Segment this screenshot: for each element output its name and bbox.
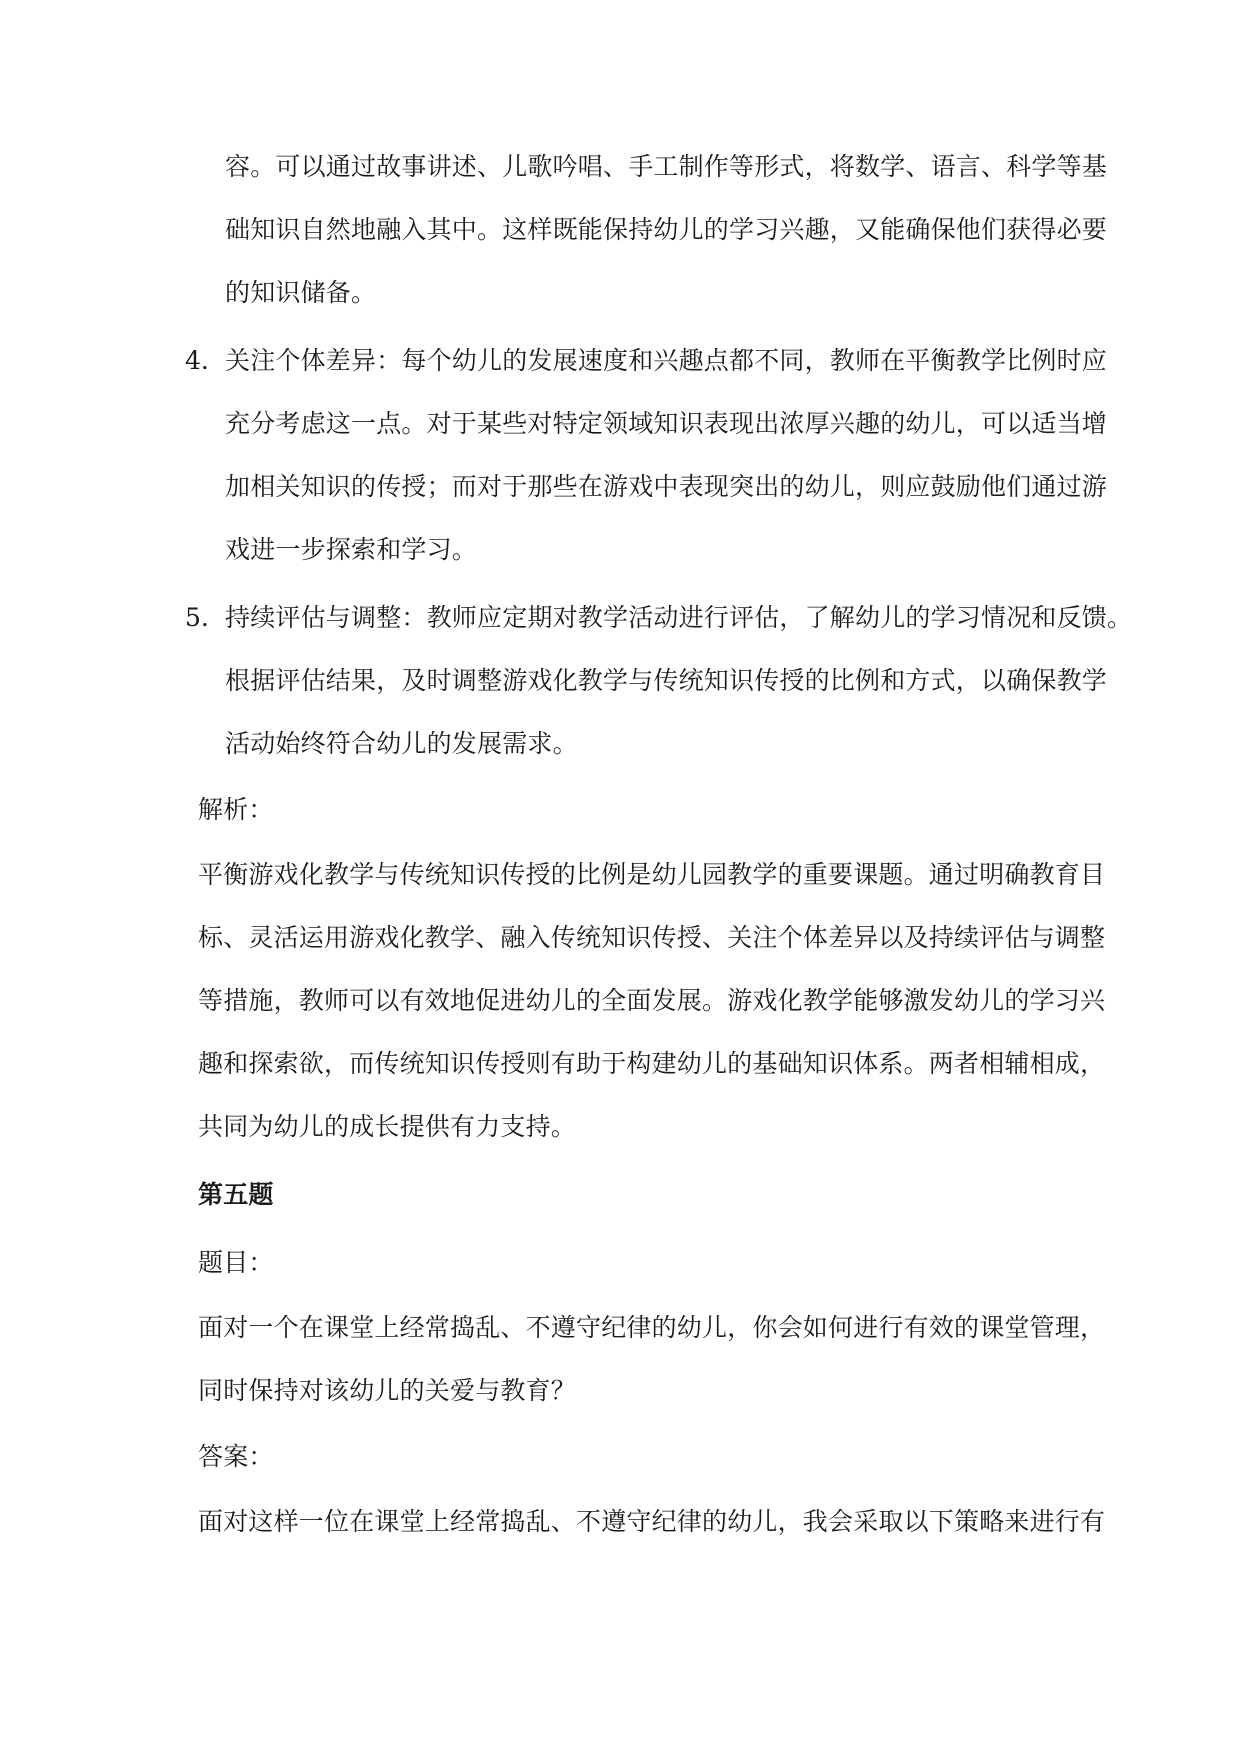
analysis-line-5: 共同为幼儿的成长提供有力支持。: [198, 1112, 577, 1141]
item5-line-3: 活动始终符合幼儿的发展需求。: [225, 729, 578, 758]
item3-continuation-line-1: 容。可以通过故事讲述、儿歌吟唱、手工制作等形式，将数学、语言、科学等基: [225, 152, 1108, 181]
section-heading: 第五题: [198, 1180, 274, 1209]
item5-line-2: 根据评估结果，及时调整游戏化教学与传统知识传授的比例和方式，以确保教学: [225, 666, 1108, 695]
analysis-line-1: 平衡游戏化教学与传统知识传授的比例是幼儿园教学的重要课题。通过明确教育目: [198, 860, 1106, 889]
item4-line-3: 加相关知识的传授；而对于那些在游戏中表现突出的幼儿，则应鼓励他们通过游: [225, 472, 1108, 501]
item5-number: 5.: [185, 603, 209, 632]
item5-line-1: 持续评估与调整：教师应定期对教学活动进行评估，了解幼儿的学习情况和反馈。: [225, 603, 1133, 632]
question-label: 题目：: [198, 1248, 274, 1277]
answer-label: 答案：: [198, 1442, 274, 1471]
question-line-1: 面对一个在课堂上经常捣乱、不遵守纪律的幼儿，你会如何进行有效的课堂管理，: [198, 1313, 1106, 1342]
item3-continuation-line-2: 础知识自然地融入其中。这样既能保持幼儿的学习兴趣，又能确保他们获得必要: [225, 215, 1108, 244]
item4-line-2: 充分考虑这一点。对于某些对特定领域知识表现出浓厚兴趣的幼儿，可以适当增: [225, 409, 1108, 438]
item4-line-1: 关注个体差异：每个幼儿的发展速度和兴趣点都不同，教师在平衡教学比例时应: [225, 346, 1108, 375]
analysis-label: 解析：: [198, 795, 274, 824]
item3-continuation-line-3: 的知识储备。: [225, 278, 377, 307]
analysis-line-2: 标、灵活运用游戏化教学、融入传统知识传授、关注个体差异以及持续评估与调整: [198, 923, 1106, 952]
item4-line-4: 戏进一步探索和学习。: [225, 535, 478, 564]
analysis-line-3: 等措施，教师可以有效地促进幼儿的全面发展。游戏化教学能够激发幼儿的学习兴: [198, 986, 1106, 1015]
analysis-line-4: 趣和探索欲，而传统知识传授则有助于构建幼儿的基础知识体系。两者相辅相成，: [198, 1049, 1106, 1078]
answer-line-1: 面对这样一位在课堂上经常捣乱、不遵守纪律的幼儿，我会采取以下策略来进行有: [198, 1507, 1106, 1536]
item4-number: 4.: [185, 346, 209, 375]
question-line-2: 同时保持对该幼儿的关爱与教育？: [198, 1376, 577, 1405]
